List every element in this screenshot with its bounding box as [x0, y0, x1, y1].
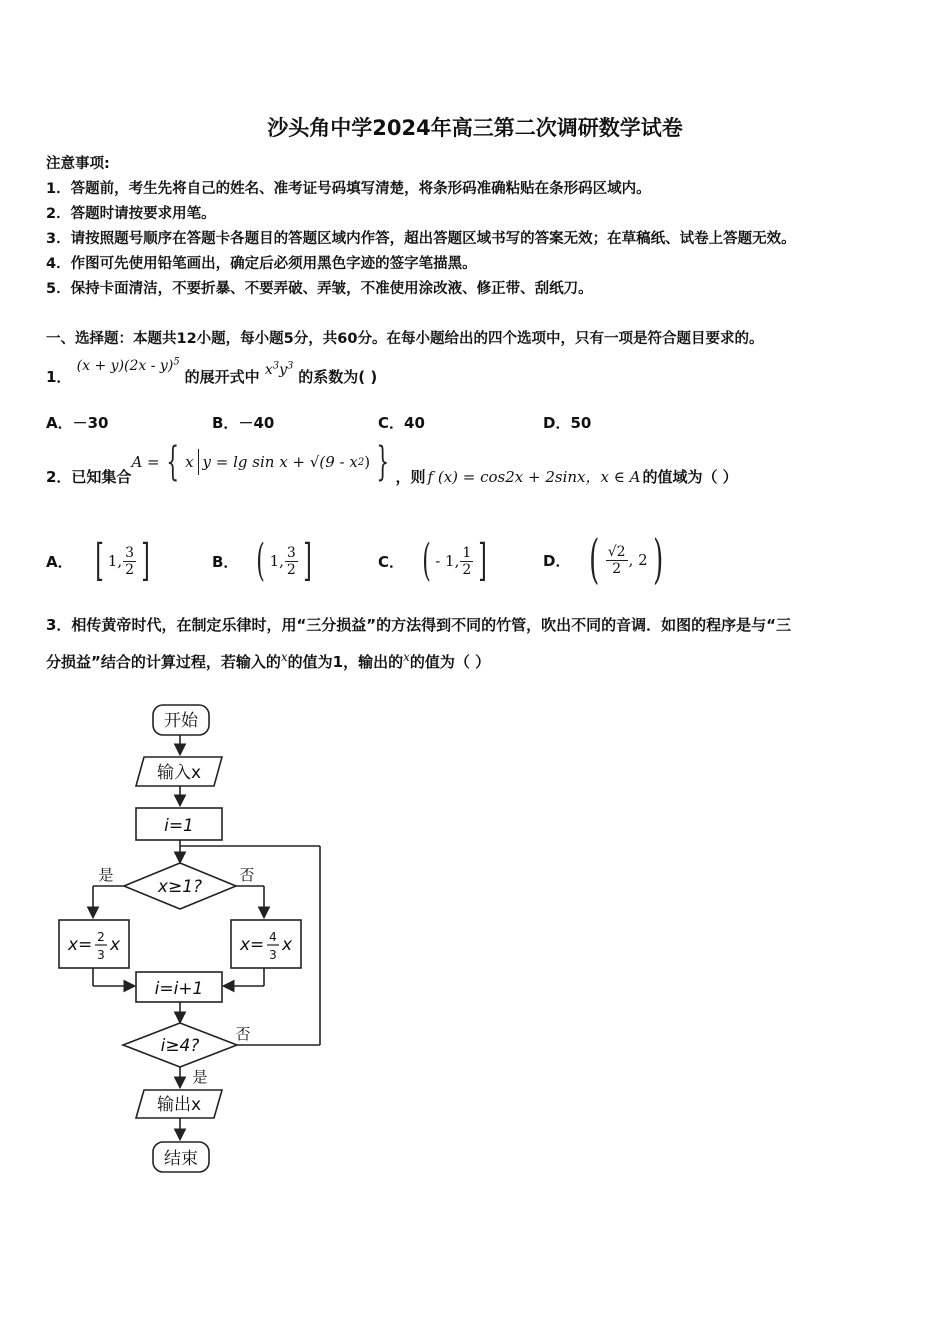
- flow-left-den: 3: [97, 948, 105, 962]
- flow-yes2-label: 是: [192, 1068, 208, 1086]
- flow-end-label: 结束: [164, 1149, 198, 1169]
- q3-line-1: 3．相传黄帝时代，在制定乐律时，用“三分损益”的方法得到不同的竹管，吹出不同的音调．如图的程序是与“三: [46, 616, 792, 634]
- q1-term-x-exp: 3: [272, 360, 280, 372]
- flow-right-pre: x=: [240, 935, 265, 955]
- note-item-4: 4．作图可先使用铅笔画出，确定后必须用黑色字迹的签字笔描黑。: [46, 256, 477, 272]
- flow-start-label: 开始: [164, 711, 198, 731]
- q1-text-1: 的展开式中: [184, 368, 260, 386]
- flow-left-pre: x=: [68, 935, 93, 955]
- q1-exponent: 5: [173, 356, 180, 368]
- flow-left-post: x: [110, 935, 121, 955]
- q1-option-c: C．40: [378, 414, 425, 432]
- q2-set-a: A =: [131, 453, 160, 471]
- flow-cond1-label: x≥1?: [157, 877, 203, 897]
- flowchart: [40, 690, 340, 1190]
- q1-option-d: D．50: [543, 414, 592, 432]
- flow-cond2-label: i≥4?: [160, 1036, 200, 1056]
- flow-right-den: 3: [269, 948, 277, 962]
- section-heading: 一、选择题：本题共12小题，每小题5分，共60分。在每小题给出的四个选项中，只有一项是符合题目要求的。: [46, 331, 764, 347]
- q2-then: ，则: [395, 467, 426, 486]
- page-title: 沙头角中学2024年高三第二次调研数学试卷: [267, 116, 683, 140]
- flow-init-label: i=1: [164, 816, 194, 836]
- q2-option-d: D． ( $\frac{√2}{2}$ , 2 ): [543, 530, 663, 590]
- q1-option-b: B．－40: [212, 414, 275, 432]
- note-item-2: 2．答题时请按要求用笔。: [46, 206, 216, 222]
- q1-text-2: 的系数为( ): [298, 368, 378, 386]
- q1-number: 1．: [46, 368, 72, 386]
- note-item-1: 1．答题前，考生先将自己的姓名、准考证号码填写清楚，将条形码准确粘贴在条形码区域内。: [46, 181, 651, 197]
- question-1: [46, 356, 378, 387]
- q1-option-a: A．－30: [46, 414, 109, 432]
- flow-yes1-label: 是: [98, 866, 114, 884]
- flow-no1-label: 否: [239, 866, 255, 884]
- flow-no2-label: 否: [235, 1025, 251, 1043]
- q2-set-square: 2: [357, 456, 365, 468]
- q2-option-b: B． ( 1, $\frac{3}{2}$ ]: [212, 535, 312, 586]
- note-item-5: 5．保持卡面清洁，不要折暴、不要弄破、弄皱，不准使用涂改液、修正带、刮纸刀。: [46, 281, 593, 297]
- flow-right-post: x: [282, 935, 293, 955]
- q2-text-end: 的值域为（ ）: [642, 467, 738, 486]
- flow-left-num: 2: [97, 930, 105, 944]
- q2-option-a: A． [ 1, $\frac{3}{2}$ ]: [46, 535, 150, 586]
- flow-output-label: 输出x: [156, 1095, 202, 1115]
- flow-right-num: 4: [269, 930, 277, 944]
- flow-incr-label: i=i+1: [154, 979, 204, 999]
- question-2: 2．已知集合 A = { x y = lg sin x + √(9 - x 2 ) } ，则 f (x) = cos2x + 2sinx，x ∈ A 的值域为（ ）: [46, 439, 738, 486]
- q1-term-y: y: [279, 362, 288, 378]
- q1-expression: (x + y)(2x - y): [76, 358, 174, 374]
- q1-term-x: x: [264, 362, 273, 378]
- flow-input-label: 输入x: [156, 763, 202, 783]
- q2-set-x: x: [185, 453, 194, 471]
- q1-term-y-exp: 3: [287, 360, 294, 372]
- q2-set-body: y = lg sin x + √(9 - x: [202, 453, 358, 471]
- q3-line-2: 分损益”结合的计算过程，若输入的$^x$的值为1，输出的$^x$的值为（ ）: [46, 650, 491, 671]
- notes-heading: 注意事项:: [46, 156, 110, 172]
- note-item-3: 3．请按照题号顺序在答题卡各题目的答题区域内作答，超出答题区域书写的答案无效；在草稿纸、试卷上答题无效。: [46, 231, 796, 247]
- q2-number: 2．已知集合: [46, 467, 132, 486]
- q2-function: f (x) = cos2x + 2sinx，x ∈ A: [427, 467, 641, 486]
- q2-option-c: C． ( - 1, $\frac{1}{2}$ ]: [378, 535, 488, 586]
